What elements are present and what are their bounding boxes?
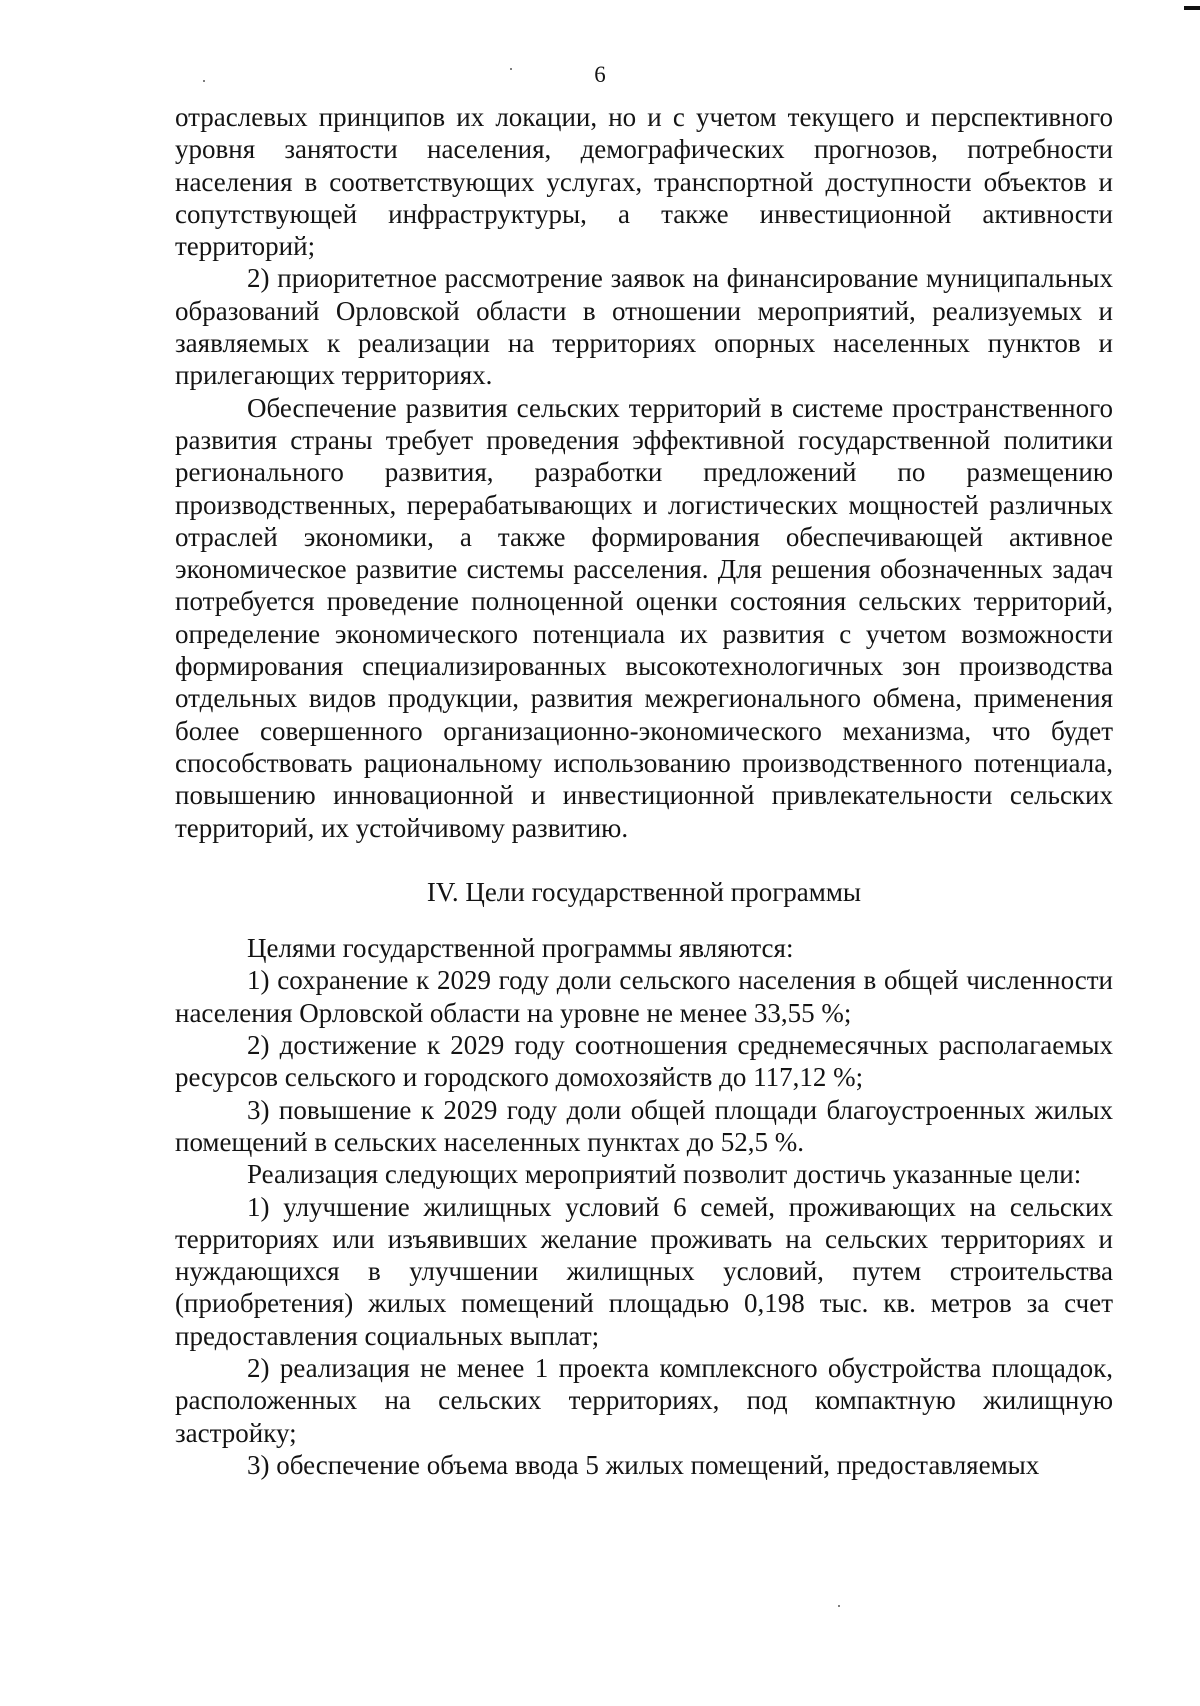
section-heading: IV. Цели государственной программы xyxy=(426,876,862,907)
document-body xyxy=(175,101,1113,1481)
goal-item-1: 1) сохранение к 2029 году доли сельского населения в общей численности населения Орловской области на уровне не менее 33,55 %; xyxy=(175,965,1113,1028)
measure-item-1: 1) улучшение жилищных условий 6 семей, проживающих на сельских территориях или изъявивших желание проживать на сельских территориях и нуждающихся в улучшении жилищных условий, путем строительства (приобретения) жилых помещений площадью 0,198 тыс. кв. метров за счет предоставления социальных выплат; xyxy=(175,1191,1113,1351)
goal-item-2: 2) достижение к 2029 году соотношения среднемесячных располагаемых ресурсов сельского и городского домохозяйств до 117,12 %; xyxy=(175,1030,1113,1093)
paragraph-continuation: отраслевых принципов их локации, но и с учетом текущего и перспективного уровня занятости населения, демографических прогнозов, потребности населения в соответствующих услугах, транспортной доступности объектов и сопутствующей инфраструктуры, а также инвестиционной активности территорий; xyxy=(175,102,1113,262)
scan-edge-mark xyxy=(1184,6,1200,10)
paragraph-priority-item-2: 2) приоритетное рассмотрение заявок на финансирование муниципальных образований Орловской области в отношении мероприятий, реализуемых и заявляемых к реализации на территориях опорных населенных пунктов и прилегающих территориях. xyxy=(175,263,1113,391)
paragraph-rural-development: Обеспечение развития сельских территорий в системе пространственного развития страны требует проведения эффективной государственной политики регионального развития, разработки предложений по размещению производственных, перерабатывающих и логистических мощностей различных отраслей экономики, а также формирования обеспечивающей активное экономическое развитие системы расселения. Для решения обозначенных задач потребуется проведение полноценной оценки состояния сельских территорий, определение экономического потенциала их развития с учетом возможности формирования специализированных высокотехнологичных зон производства отдельных видов продукции, развития межрегионального обмена, применения более совершенного организационно-экономического механизма, что будет способствовать рациональному использованию производственного потенциала, повышению инновационной и инвестиционной привлекательности сельских территорий, их устойчивому развитию. xyxy=(175,392,1113,843)
page-number: 6 xyxy=(594,62,606,87)
scan-speck xyxy=(838,1605,840,1607)
paragraph-measures-intro: Реализация следующих мероприятий позволит достичь указанные цели: xyxy=(247,1159,1082,1190)
paragraph-goals-intro: Целями государственной программы являются: xyxy=(247,933,794,964)
measure-item-3: 3) обеспечение объема ввода 5 жилых помещений, предоставляемых xyxy=(247,1449,1040,1480)
scan-speck xyxy=(510,68,512,70)
measure-item-2: 2) реализация не менее 1 проекта комплексного обустройства площадок, расположенных на сельских территориях, под компактную жилищную застройку; xyxy=(175,1352,1113,1448)
scan-speck xyxy=(203,80,205,82)
goal-item-3: 3) повышение к 2029 году доли общей площади благоустроенных жилых помещений в сельских населенных пунктах до 52,5 %. xyxy=(175,1094,1113,1157)
